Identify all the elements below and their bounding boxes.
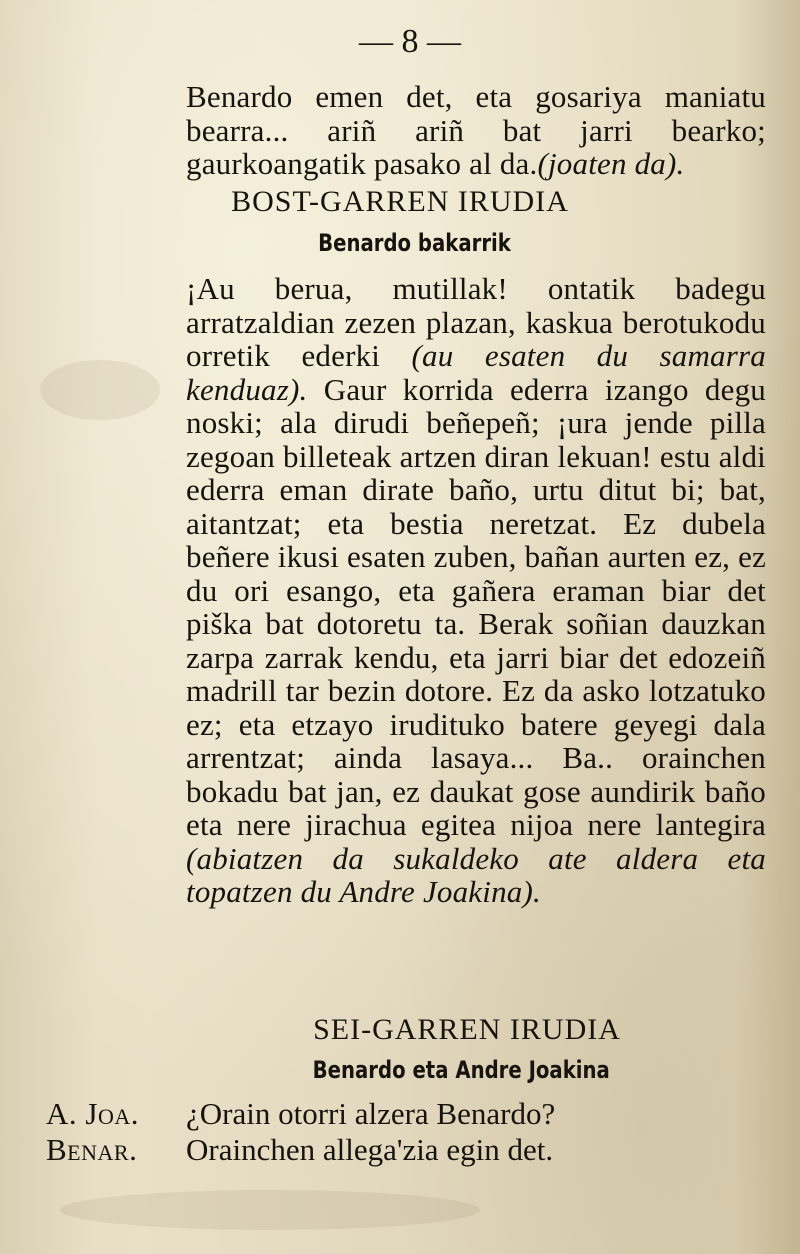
- stage-direction: (joaten da).: [537, 146, 685, 181]
- monologue-paragraph: [186, 272, 766, 909]
- paper-stain: [60, 1190, 480, 1230]
- stage-direction: (au esaten du samarra kenduaz).: [186, 338, 766, 407]
- scene-heading: BOST-GARREN IRUDIA: [231, 185, 569, 218]
- speech-text: Orainchen allega'zia egin det.: [186, 1132, 554, 1167]
- paper-stain: [40, 360, 160, 420]
- scene-subheading: Benardo eta Andre Joakina: [312, 1056, 610, 1084]
- speaker-name: A. Joa.: [46, 1096, 139, 1131]
- scene-subheading: Benardo bakarrik: [318, 229, 511, 257]
- dialogue-line: [46, 1132, 766, 1168]
- page-number: — 8 —: [359, 23, 461, 60]
- monologue-text: Gaur korrida ederra izango degu noski; ala dirudi beñepeñ; ¡ura jende pilla zegoan billeteak artzen diran lekuan! estu aldi ederra eman dirate baño, urtu ditut bi; bat, aitantzat; eta bestia neretzat. Ez dubela beñere ikusi esaten zuben, bañan aurten ez, ez du ori esango, eta gañera eraman biar det piška bat dotoretu ta. Berak soñian dauzkan zarpa zarrak kendu, eta jarri biar det edozeiñ madrill tar bezin dotore. Ez da asko lotzatuko ez; eta etzayo iruditukо batere geyegi dala arrentzat; ainda lasaya... Ba.. orainchen bokadu bat jan, ez daukat gose aundirik baño eta nere jirachua egitea nijoa nere lantegira: [186, 371, 766, 842]
- stage-direction: (abiatzen da sukaldeko ate aldera eta topatzen du Andre Joakina).: [186, 840, 766, 909]
- lead-text: Benardo emen det, eta gosariya maniatu bearra... ariñ ariñ bat jarri bearko; gaurkoangatik pasako al da.: [186, 79, 766, 181]
- monologue-text: ¡Au berua, mutillak! ontatik badegu arratzaldian zezen plazan, kaskua berotukodu orretik ederki: [186, 271, 766, 373]
- speaker-name: Benar.: [46, 1132, 138, 1167]
- scene-heading: SEI-GARREN IRUDIA: [313, 1013, 621, 1046]
- lead-paragraph: [186, 80, 766, 181]
- dialogue-line: [46, 1096, 766, 1132]
- speech-text: ¿Orain otorri alzera Benardo?: [186, 1096, 556, 1131]
